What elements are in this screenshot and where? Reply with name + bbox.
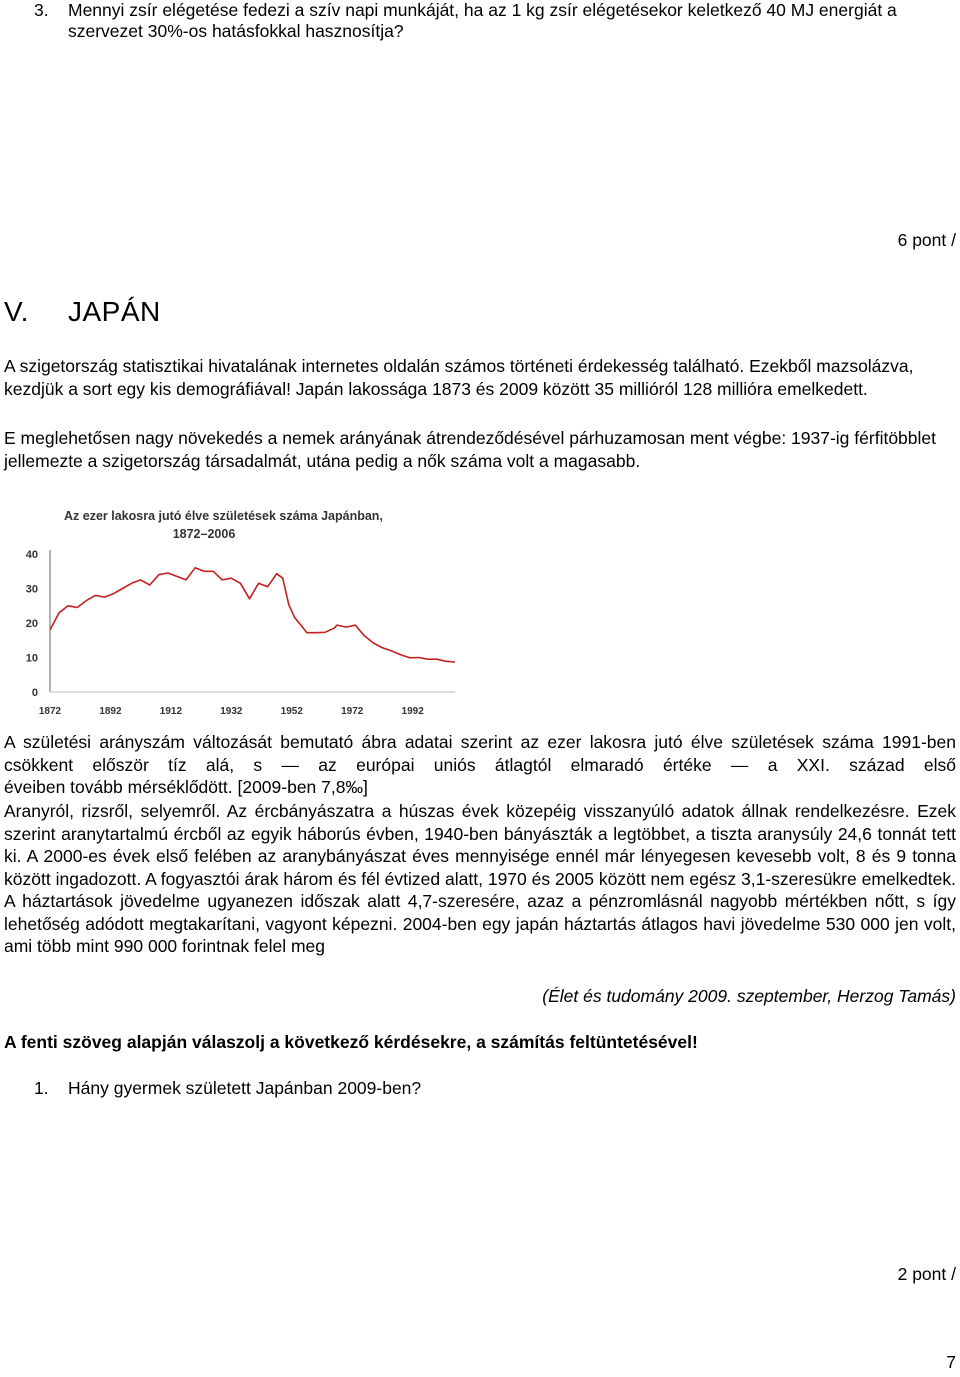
section-title: JAPÁN xyxy=(68,296,161,327)
x-tick-label: 1892 xyxy=(99,706,122,717)
subquestion-text: Hány gyermek született Japánban 2009-ben? xyxy=(68,1078,422,1098)
x-tick-label: 1952 xyxy=(280,706,303,717)
body-paragraph-4: Aranyról, rizsről, selyemről. Az ércbányászatra a húszas évek közepéig visszanyúló adatok állnak rendelkezésre. Ezek szerint aranytartalmú ércből az egyik háborús évben, 1940-ben bányászták a legtöbbet, a tiszta aranysúly 24,6 tonnát tett ki. A 2000-es évek első felében az aranybányászat éves mennyisége ennél már lényegesen kevesebb volt, 8 és 9 tonna között ingadozott. A fogyasztói árak három és fél évtized alatt, 1970 és 2005 között nem egész 3,1-szeresükre emelkedtek. A háztartások jövedelme ugyanezen időszak alatt 4,7-szeresére, azaz a pénzromlásnál nagyobb mértékben nőtt, s így lehetőség adódott megtakarítani, vagyont képezni. 2004-ben egy japán háztartás átlagos havi jövedelme 530 000 jen volt, ami több mint 990 000 forintnak felel meg xyxy=(4,801,956,956)
x-tick-label: 1992 xyxy=(401,706,424,717)
instruction-text: A fenti szöveg alapján válaszolj a következő kérdésekre, a számítás feltüntetésével! xyxy=(4,1032,698,1052)
question-number: 3. xyxy=(34,0,49,20)
y-tick-label: 30 xyxy=(25,583,38,596)
subquestion-number: 1. xyxy=(34,1078,49,1098)
x-tick-label: 1972 xyxy=(341,706,364,717)
body-paragraph-3b: éveiben tovább mérséklődött. [2009-ben 7,8‰] xyxy=(4,777,368,797)
y-tick-label: 10 xyxy=(25,652,38,665)
points-label-2: 2 pont / xyxy=(897,1264,956,1284)
points-label: 6 pont / xyxy=(897,230,956,250)
section-number: V. xyxy=(4,296,29,327)
page-number: 7 xyxy=(946,1352,956,1372)
birth-rate-chart-svg xyxy=(20,500,460,722)
y-tick-label: 0 xyxy=(31,687,38,699)
intro-paragraph-1: A szigetország statisztikai hivatalának internetes oldalán számos történeti érdekesség található. Ezekből mazsolázva, kezdjük a sort egy kis demográfiával! Japán lakossága 1873 és 2009 között 35 millióról 128 millióra emelkedett. xyxy=(4,356,914,399)
intro-paragraph-2: E meglehetősen nagy növekedés a nemek arányának átrendeződésével párhuzamosan ment végbe: 1937-ig férfitöbblet jellemezte a szigetország társadalmát, utána pedig a nők száma volt a magasabb. xyxy=(4,428,936,471)
birth-rate-line xyxy=(50,568,455,662)
question-text: Mennyi zsír elégetése fedezi a szív napi munkáját, ha az 1 kg zsír elégetésekor keletkező 40 MJ energiát a szervezet 30%-os hatásfokkal hasznosítja? xyxy=(68,0,897,41)
source-citation: (Élet és tudomány 2009. szeptember, Herzog Tamás) xyxy=(542,986,956,1006)
x-tick-label: 1912 xyxy=(159,706,183,717)
x-tick-label: 1872 xyxy=(38,706,62,717)
chart-title: Az ezer lakosra jutó élve születések száma Japánban, xyxy=(64,509,383,523)
x-tick-label: 1932 xyxy=(220,706,243,717)
chart-subtitle: 1872–2006 xyxy=(172,527,236,541)
section-heading xyxy=(4,296,161,328)
y-tick-label: 40 xyxy=(25,549,38,561)
birth-rate-chart xyxy=(20,500,460,722)
y-tick-label: 20 xyxy=(25,618,38,630)
body-paragraph-3a: A születési arányszám változását bemutató ábra adatai szerint az ezer lakosra jutó élve születések száma 1991-ben csökkent először tíz alá, s — az európai uniós átlagtól elmaradó értéke — a XXI. század első xyxy=(4,732,956,775)
